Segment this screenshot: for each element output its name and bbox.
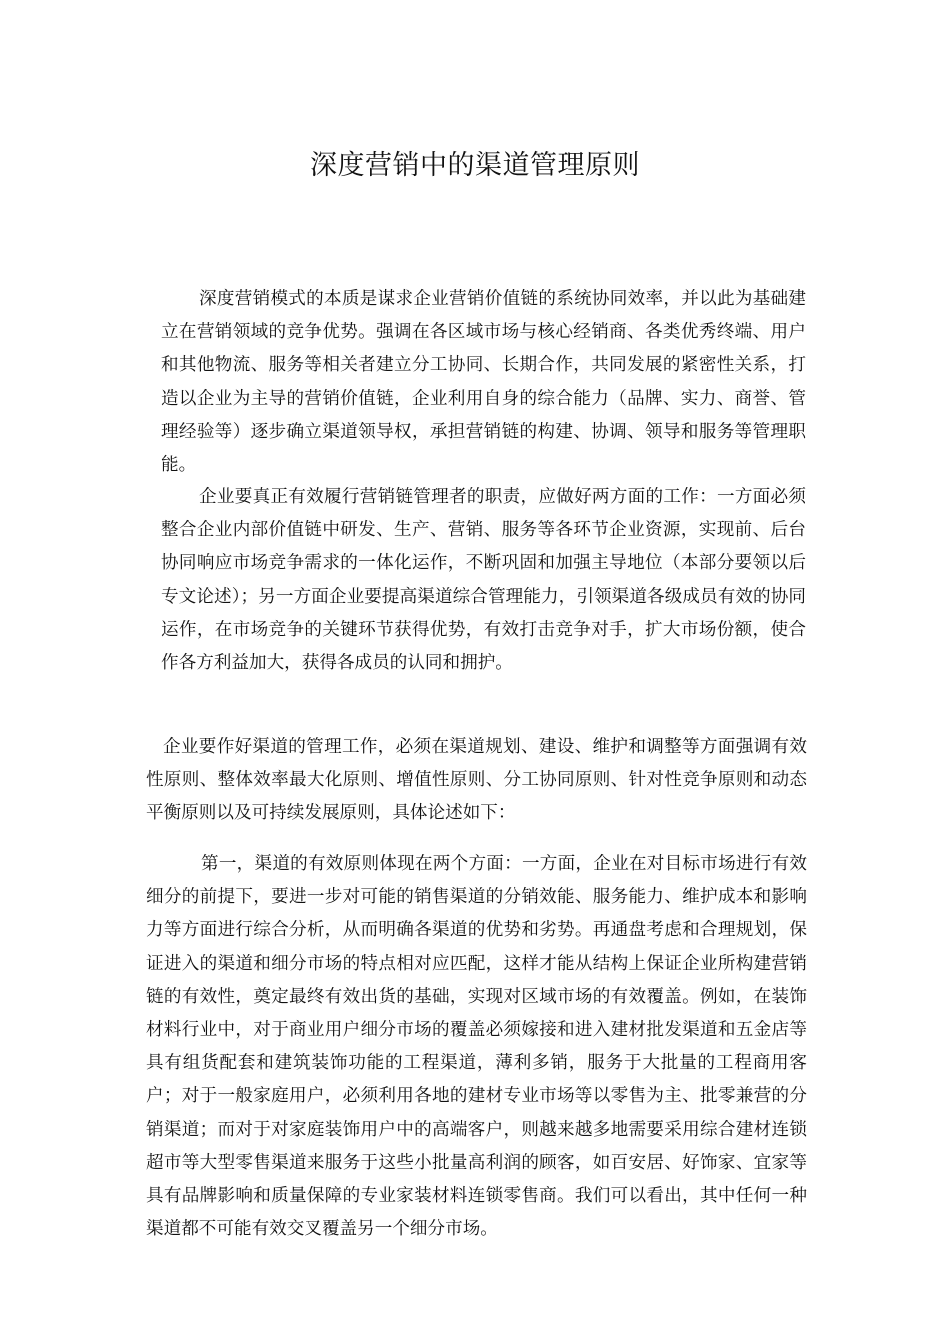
paragraph-1: 深度营销模式的本质是谋求企业营销价值链的系统协同效率，并以此为基础建立在营销领域的竞争优势。强调在各区域市场与核心经销商、各类优秀终端、用户和其他物流、服务等相关者建立分工协同、长期合作，共同发展的紧密性关系，打造以企业为主导的营销价值链，企业利用自身的综合能力（品牌、实力、商誉、管理经验等）逐步确立渠道领导权，承担营销链的构建、协调、领导和服务等管理职能。 xyxy=(161,289,806,476)
paragraph-3: 企业要作好渠道的管理工作，必须在渠道规划、建设、维护和调整等方面强调有效性原则、整体效率最大化原则、增值性原则、分工协同原则、针对性竞争原则和动态平衡原则以及可持续发展原则，具体论述如下： xyxy=(146,737,807,824)
document-title: 深度营销中的渠道管理原则 xyxy=(310,150,640,181)
paragraph-4: 第一，渠道的有效原则体现在两个方面：一方面，企业在对目标市场进行有效细分的前提下，要进一步对可能的销售渠道的分销效能、服务能力、维护成本和影响力等方面进行综合分析，从而明确各渠道的优势和劣势。再通盘考虑和合理规划，保证进入的渠道和细分市场的特点相对应匹配，这样才能从结构上保证企业所构建营销链的有效性，奠定最终有效出货的基础，实现对区域市场的有效覆盖。例如，在装饰材料行业中，对于商业用户细分市场的覆盖必须嫁接和进入建材批发渠道和五金店等具有组货配套和建筑装饰功能的工程渠道，薄利多销，服务于大批量的工程商用客户；对于一般家庭用户，必须利用各地的建材专业市场等以零售为主、批零兼营的分销渠道；而对于对家庭装饰用户中的高端客户，则越来越多地需要采用综合建材连锁超市等大型零售渠道来服务于这些小批量高利润的顾客，如百安居、好饰家、宜家等具有品牌影响和质量保障的专业家装材料连锁零售商。我们可以看出，其中任何一种渠道都不可能有效交叉覆盖另一个细分市场。 xyxy=(146,854,807,1240)
paragraph-2: 企业要真正有效履行营销链管理者的职责，应做好两方面的工作：一方面必须整合企业内部价值链中研发、生产、营销、服务等各环节企业资源，实现前、后台协同响应市场竞争需求的一体化运作，不断巩固和加强主导地位（本部分要领以后专文论述）；另一方面企业要提高渠道综合管理能力，引领渠道各级成员有效的协同运作，在市场竞争的关键环节获得优势，有效打击竞争对手，扩大市场份额，使合作各方利益加大，获得各成员的认同和拥护。 xyxy=(161,487,806,674)
